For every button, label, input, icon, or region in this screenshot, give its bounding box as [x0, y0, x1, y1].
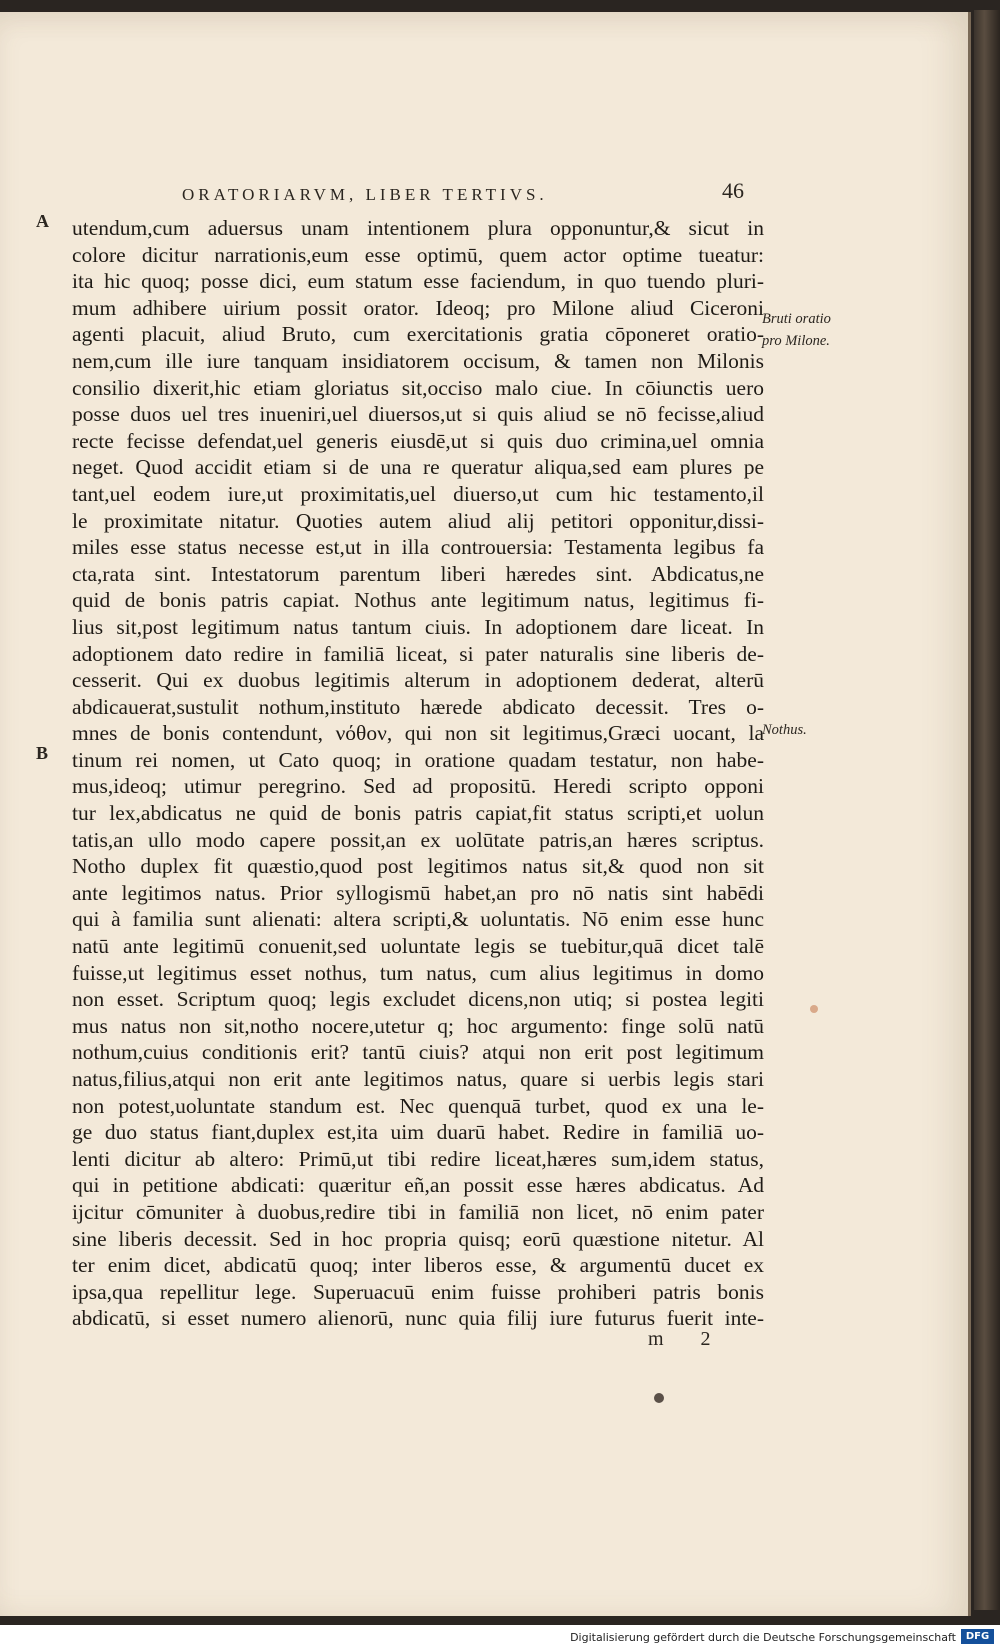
text-line: agenti placuit, aliud Bruto, cum exercitationis gratia cōponeret oratio-	[72, 322, 764, 347]
text-line: qui à familia sunt alienati: altera scripti,& uoluntatis. Nō enim esse hunc	[72, 907, 764, 932]
text-line: lius sit,post legitimum natus tantum ciuis. In adoptionem dare liceat. In	[72, 614, 764, 639]
text-line: cesserit. Qui ex duobus legitimis alterum in adoptionem dederat, alterū	[72, 668, 764, 693]
text-line: posse duos uel tres inueniri,uel diuersos,ut si quis aliud se nō fecisse,aliud	[72, 402, 764, 427]
dfg-logo-icon: DFG	[961, 1629, 994, 1644]
signature-mark: m 2	[648, 1328, 727, 1350]
text-line: Notho duplex fit quæstio,quod post legitimos natus sit,& quod non sit	[72, 854, 764, 879]
text-line: utendum,cum aduersus unam intentionem plura opponuntur,& sicut in	[72, 216, 764, 240]
text-line: mus natus non sit,notho nocere,utetur q; hoc argumento: finge solū natū	[72, 1013, 764, 1038]
text-line: cta,rata sint. Intestatorum parentum liberi hæredes sint. Abdicatus,ne	[72, 561, 764, 586]
book-page-edge	[974, 10, 1000, 1610]
text-line: colore dicitur narrationis,eum esse optimū, quem actor optime tueatur:	[72, 242, 764, 267]
body-text	[72, 215, 764, 1332]
text-line: le proximitate nitatur. Quoties autem aliud alij petitori opponitur,dissi-	[72, 508, 764, 533]
text-line: non esset. Scriptum quoq; legis excludet dicens,non utiq; si postea legiti	[72, 987, 764, 1012]
book-page	[0, 12, 971, 1616]
text-line: natū ante legitimū conuenit,sed uoluntate legis se tuebitur,quā dicet talē	[72, 934, 764, 959]
text-line: ita hic quoq; posse dici, eum statum esse faciendum, in quo tuendo pluri-	[72, 269, 764, 294]
text-line: tur lex,abdicatus ne quid de bonis patris capiat,fit status scripti,et uolun	[72, 801, 764, 826]
folio-number: 46	[722, 178, 744, 203]
text-line: qui in petitione abdicati: quæritur eñ,an possit esse hæres abdicatus. Ad	[72, 1173, 764, 1198]
text-line: ijcitur cōmuniter à duobus,redire tibi in familiā non licet, nō enim pater	[72, 1199, 764, 1224]
text-line: abdicatū, si esset numero alienorū, nunc quia filij iure futurus fuerit inte-	[72, 1306, 764, 1331]
text-line: quid de bonis patris capiat. Nothus ante legitimum natus, legitimus fi-	[72, 588, 764, 613]
text-line: ante legitimos natus. Prior syllogismū habet,an pro nō natis sint habēdi	[72, 880, 764, 905]
text-line: ter enim dicet, abdicatū quoq; inter liberos esse, & argumentū ducet ex	[72, 1253, 764, 1278]
text-line: ipsa,qua repellitur lege. Superuacuū enim fuisse prohiberi patris bonis	[72, 1279, 764, 1304]
text-line: mus,ideoq; utimur peregrino. Sed ad propositū. Heredi scripto opponi	[72, 774, 764, 799]
text-line: consilio dixerit,hic etiam gloriatus sit,occiso malo ciue. In cōiunctis uero	[72, 375, 764, 400]
text-line: adoptionem dato redire in familiā liceat, si pater naturalis sine liberis de-	[72, 641, 764, 666]
text-line: tinum rei nomen, ut Cato quoq; in oratione quadam testatur, non habe-	[72, 747, 764, 772]
text-line: tatis,an ullo modo capere possit,an ex uolūtate patris,an hæres scriptus.	[72, 827, 764, 852]
ink-spot	[654, 1393, 664, 1403]
text-line: lenti dicitur ab altero: Primū,ut tibi redire liceat,hæres sum,idem status,	[72, 1146, 764, 1171]
text-line: fuisse,ut legitimus esset nothus, tum natus, cum alius legitimus in domo	[72, 960, 764, 985]
marginal-note-bruti-oratio: Bruti oratio	[762, 311, 831, 327]
running-head: ORATORIARVM, LIBER TERTIVS.	[182, 185, 548, 204]
section-marker-a: A	[36, 211, 49, 231]
footer-attribution: Digitalisierung gefördert durch die Deutsche Forschungsgemeinschaft	[570, 1631, 956, 1644]
text-line: nothum,cuius conditionis erit? tantū ciuis? atqui non erit post legitimum	[72, 1040, 764, 1065]
text-line: neget. Quod accidit etiam si de una re queratur aliqua,sed eam plures pe	[72, 455, 764, 480]
marginal-note-nothus: Nothus.	[762, 722, 807, 738]
text-line: nem,cum ille iure tanquam insidiatorem occisum, & tamen non Milonis	[72, 348, 764, 373]
paper-stain	[810, 1005, 818, 1013]
section-marker-b: B	[36, 743, 49, 763]
text-line: recte fecisse defendat,uel generis eiusdē,ut si quis duo crimina,uel omnia	[72, 428, 764, 453]
text-line: tant,uel eodem iure,ut proximitatis,uel diuerso,ut cum hic testamento,il	[72, 481, 764, 506]
text-line: abdicauerat,sustulit nothum,instituto hærede abdicato decessit. Tres o-	[72, 694, 764, 719]
text-line: miles esse status necesse est,ut in illa controuersia: Testamenta legibus fa	[72, 535, 764, 560]
text-line: mum adhibere uirium possit orator. Ideoq; pro Milone aliud Ciceroni	[72, 295, 764, 320]
text-line: natus,filius,atqui non erit ante legitimos natus, quare si uerbis legis stari	[72, 1067, 764, 1091]
text-line: sine liberis decessit. Sed in hoc propria quisq; eorū quæstione nitetur. Al	[72, 1226, 764, 1251]
footer-bar	[0, 1625, 1000, 1647]
text-line: ge duo status fiant,duplex est,ita uim duarū habet. Redire in familiā uo-	[72, 1120, 764, 1145]
marginal-note-pro-milone: pro Milone.	[762, 333, 830, 349]
text-line: non potest,uoluntate standum est. Nec quenquā turbet, quod ex una le-	[72, 1093, 764, 1118]
text-line: mnes de bonis contendunt, νόθον, qui non sit legitimus,Græci uocant, la	[72, 721, 764, 746]
